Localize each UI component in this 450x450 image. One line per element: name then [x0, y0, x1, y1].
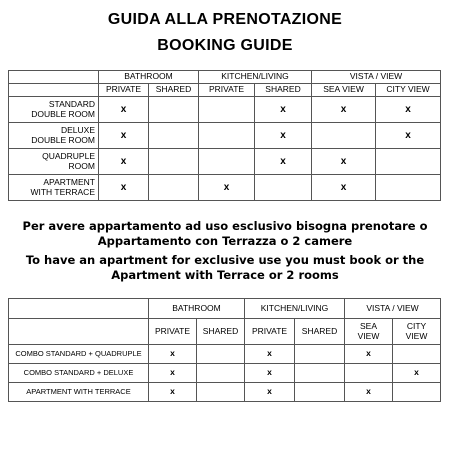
cell [199, 149, 255, 175]
table-row [9, 364, 441, 383]
row-label: APARTMENT WITH TERRACE [9, 175, 99, 201]
cell: x [149, 364, 197, 383]
cell [345, 364, 393, 383]
cell: x [149, 383, 197, 402]
column-header: SEA VIEW [312, 84, 376, 97]
page-title-english: BOOKING GUIDE [157, 37, 293, 54]
cell: x [312, 97, 376, 123]
cell [149, 123, 199, 149]
group-header: VISTA / VIEW [345, 299, 441, 319]
corner-cell [9, 84, 99, 97]
note-english: To have an apartment for exclusive use you must book or the Apartment with Terrace or 2 rooms [25, 253, 425, 282]
cell: x [199, 175, 255, 201]
cell [199, 123, 255, 149]
corner-cell [9, 71, 99, 84]
column-header: PRIVATE [199, 84, 255, 97]
cell: x [99, 149, 149, 175]
column-header: SHARED [255, 84, 312, 97]
column-header: CITY VIEW [393, 319, 441, 345]
cell: x [312, 149, 376, 175]
cell: x [393, 364, 441, 383]
group-header: VISTA / VIEW [312, 71, 441, 84]
cell [197, 364, 245, 383]
cell: x [99, 123, 149, 149]
cell: x [99, 97, 149, 123]
column-header: SEA VIEW [345, 319, 393, 345]
cell: x [245, 364, 295, 383]
column-header: SHARED [197, 319, 245, 345]
cell: x [245, 383, 295, 402]
booking-table-combos [8, 298, 441, 402]
cell: x [376, 123, 441, 149]
column-header: CITY VIEW [376, 84, 441, 97]
column-header: SHARED [295, 319, 345, 345]
row-label: COMBO STANDARD + QUADRUPLE [9, 345, 149, 364]
booking-table-rooms [8, 70, 441, 201]
cell: x [255, 149, 312, 175]
group-header: KITCHEN/LIVING [245, 299, 345, 319]
cell [255, 175, 312, 201]
table-row [9, 149, 441, 175]
cell: x [99, 175, 149, 201]
table-row [9, 383, 441, 402]
cell: x [312, 175, 376, 201]
cell [199, 97, 255, 123]
cell [295, 364, 345, 383]
cell: x [255, 97, 312, 123]
table-row [9, 345, 441, 364]
corner-cell [9, 319, 149, 345]
table-row [9, 97, 441, 123]
cell: x [149, 345, 197, 364]
row-label: STANDARD DOUBLE ROOM [9, 97, 99, 123]
cell [197, 345, 245, 364]
cell [149, 175, 199, 201]
group-header: BATHROOM [99, 71, 199, 84]
column-header: PRIVATE [99, 84, 149, 97]
corner-cell [9, 299, 149, 319]
cell: x [376, 97, 441, 123]
row-label: APARTMENT WITH TERRACE [9, 383, 149, 402]
page-title-italian: GUIDA ALLA PRENOTAZIONE [107, 11, 343, 28]
cell [376, 149, 441, 175]
column-header: PRIVATE [245, 319, 295, 345]
row-label: QUADRUPLE ROOM [9, 149, 99, 175]
group-header: BATHROOM [149, 299, 245, 319]
cell [149, 97, 199, 123]
cell [295, 345, 345, 364]
row-label: COMBO STANDARD + DELUXE [9, 364, 149, 383]
cell: x [245, 345, 295, 364]
cell [197, 383, 245, 402]
group-header: KITCHEN/LIVING [199, 71, 312, 84]
cell: x [345, 383, 393, 402]
cell: x [255, 123, 312, 149]
cell: x [345, 345, 393, 364]
table-row [9, 175, 441, 201]
row-label: DELUXE DOUBLE ROOM [9, 123, 99, 149]
cell [393, 383, 441, 402]
column-header: SHARED [149, 84, 199, 97]
cell [295, 383, 345, 402]
cell [393, 345, 441, 364]
note-italian: Per avere appartamento ad uso esclusivo bisogna prenotare o Appartamento con Terrazza o 2 camere [22, 219, 428, 248]
column-header: PRIVATE [149, 319, 197, 345]
cell [149, 149, 199, 175]
cell [376, 175, 441, 201]
cell [312, 123, 376, 149]
table-row [9, 123, 441, 149]
